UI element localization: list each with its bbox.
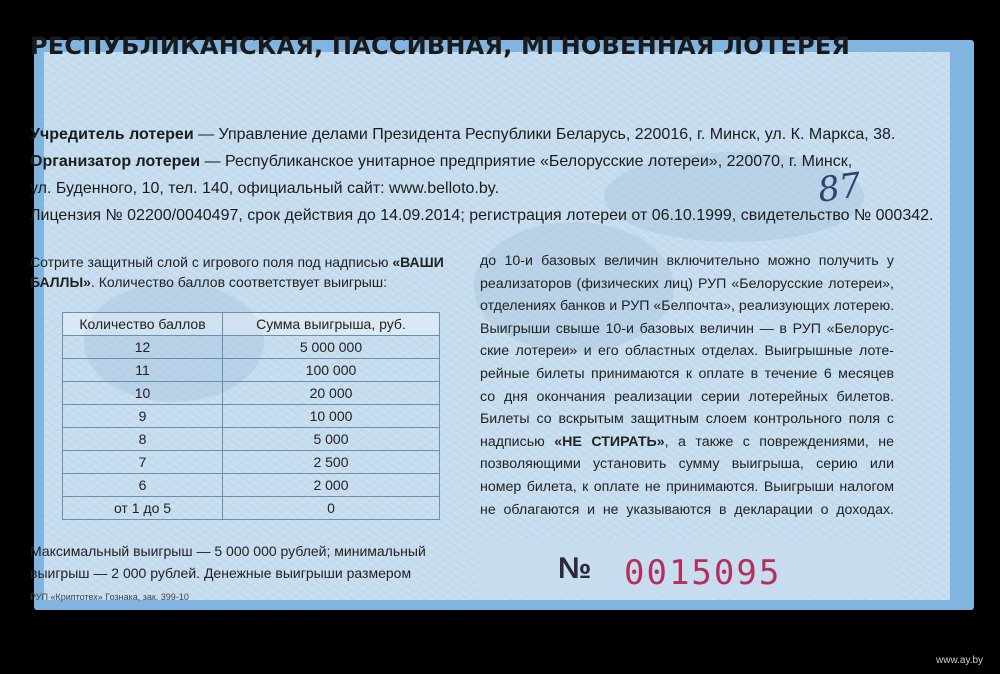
- payout-rules-text: [480, 250, 894, 521]
- rules-line: отделениях банков и РУП «Белпочта», реализующих лотерею.: [480, 298, 895, 315]
- max-prize-text: Максимальный выигрыш — 5 000 000 рублей; минимальный выигрыш — 2 000 рублей. Денежные выигрыши размером: [30, 543, 426, 581]
- amount-cell: 2 000: [223, 474, 440, 497]
- rules-line: ские лотереи» и его областных отделах. Выигрышные лоте-: [480, 343, 894, 360]
- table-header-row: [63, 313, 440, 336]
- rules-line: до 10-и базовых величин включительно можно получить у: [480, 253, 894, 269]
- rules-line: номер билета, к оплате не принимаются. Выигрыши налогом: [480, 478, 894, 495]
- rules-line: позволяющими установить сумму выигрыша, серию или: [480, 456, 894, 473]
- organizer-label: Организатор лотереи: [30, 153, 201, 170]
- address-line: ул. Буденного, 10, тел. 140, официальный сайт: www.belloto.by.: [30, 180, 500, 197]
- rules-line-bold: «НЕ СТИРАТЬ»: [554, 433, 665, 450]
- table-row: [63, 497, 440, 520]
- amount-cell: 100 000: [223, 359, 440, 382]
- table-row: [63, 474, 440, 497]
- amount-cell: 2 500: [223, 451, 440, 474]
- column-header-points: Количество баллов: [63, 313, 223, 336]
- points-cell: 11: [63, 359, 223, 382]
- license-line: Лицензия № 02200/0040497, срок действия до 14.09.2014; регистрация лотереи от 06.10.1999, свидетельство № 000342.: [30, 207, 934, 224]
- amount-cell: 5 000: [223, 428, 440, 451]
- table-row: [63, 382, 440, 405]
- watermark: www.ay.by: [936, 655, 984, 666]
- table-row: [63, 405, 440, 428]
- amount-cell: 0: [223, 497, 440, 520]
- rules-line: реализаторов (физических лиц) РУП «Белорусские лотереи»,: [480, 275, 894, 292]
- amount-cell: 5 000 000: [223, 336, 440, 359]
- points-cell: 8: [63, 428, 223, 451]
- rules-line-post: , а также с повреждениями, не: [664, 433, 894, 450]
- rules-line: Билеты со вскрытым защитным слоем контрольного поля с: [480, 411, 894, 428]
- points-cell: 10: [63, 382, 223, 405]
- instructions-post: . Количество баллов соответствует выигрыш:: [90, 274, 387, 290]
- column-header-amount: Сумма выигрыша, руб.: [223, 313, 440, 336]
- rules-line-pre: надписью: [480, 433, 555, 450]
- points-cell: 12: [63, 336, 223, 359]
- founder-label: Учредитель лотереи: [30, 126, 194, 143]
- founder-text: — Управление делами Президента Республики Беларусь, 220016, г. Минск, ул. К. Маркса, 38.: [193, 126, 896, 143]
- number-sign: №: [558, 552, 592, 585]
- points-cell: 9: [63, 405, 223, 428]
- points-cell: 7: [63, 451, 223, 474]
- amount-cell: 20 000: [223, 382, 440, 405]
- instructions-bold: «ВАШИ БАЛЛЫ»: [30, 254, 444, 290]
- rules-line: рейные билеты принимаются к оплате в течение 6 месяцев: [480, 365, 894, 382]
- organizer-line: [30, 153, 910, 171]
- table-row: [63, 451, 440, 474]
- ticket-title: РЕСПУБЛИКАНСКАЯ, ПАССИВНАЯ, МГНОВЕННАЯ ЛОТЕРЕЯ: [30, 32, 851, 60]
- table-row: [63, 359, 440, 382]
- rules-line: со дня окончания реализации серии лотерейных билетов.: [480, 388, 894, 405]
- instructions-text: [30, 252, 450, 292]
- amount-cell: 10 000: [223, 405, 440, 428]
- rules-line: [480, 431, 894, 454]
- rules-line: Выигрыши свыше 10-и базовых величин — в РУП «Белорус-: [480, 320, 894, 337]
- table-row: [63, 336, 440, 359]
- founder-line: [30, 126, 910, 144]
- table-row: [63, 428, 440, 451]
- prize-table: [62, 312, 440, 520]
- rules-line: не облагаются и не указываются в декларации о доходах.: [480, 501, 894, 518]
- points-cell: 6: [63, 474, 223, 497]
- organizer-text: — Республиканское унитарное предприятие «Белорусские лотереи», 220070, г. Минск,: [200, 153, 853, 170]
- printer-text: РУП «Криптотех» Гознака, зак. 399-10: [30, 592, 189, 602]
- points-cell: от 1 до 5: [63, 497, 223, 520]
- ticket-number: 0015095: [624, 553, 782, 593]
- handwritten-note: 87: [815, 165, 864, 211]
- instructions-pre: Сотрите защитный слой с игрового поля под надписью: [30, 254, 393, 270]
